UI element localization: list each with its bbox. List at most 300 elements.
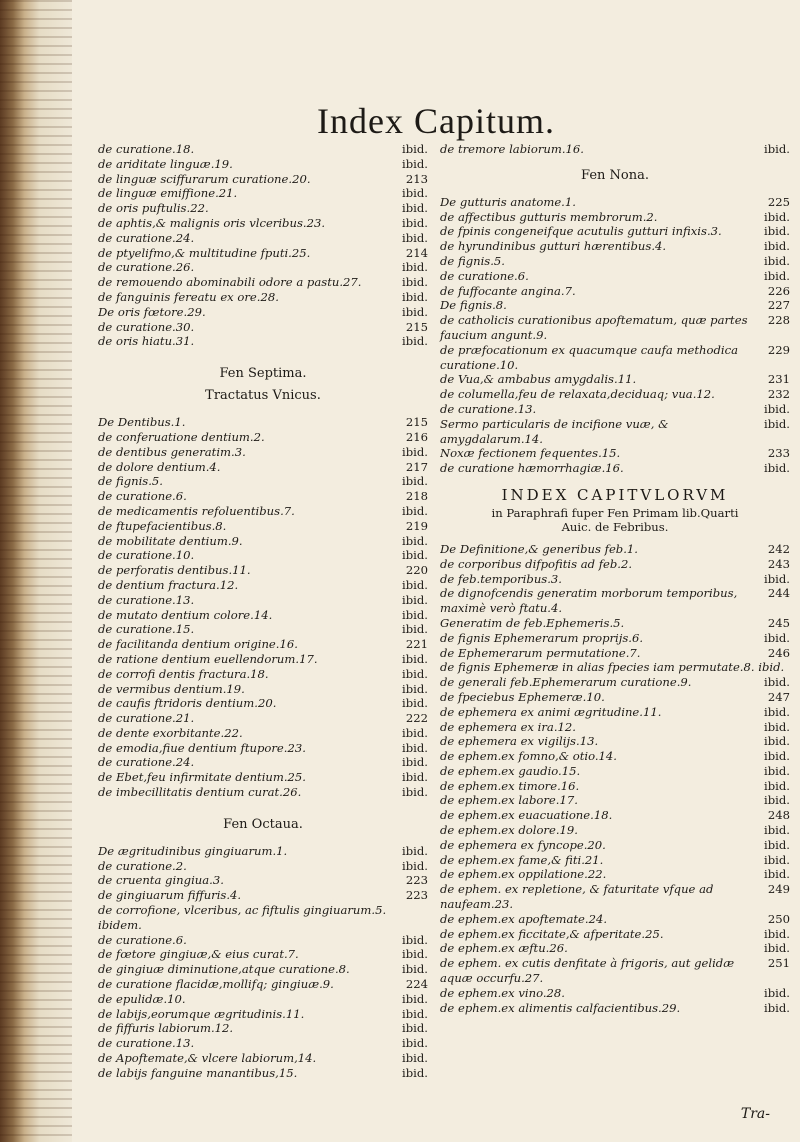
index-entry [98,415,428,430]
index-entry [98,548,428,563]
index-entry [98,534,428,549]
entry-text: de ephem.ex apoftemate.24. [440,911,608,926]
index-entry [98,741,428,756]
entry-text: de curatione.6. [98,932,187,947]
index-entry [440,808,790,823]
page-reference: 226 [767,283,790,298]
index-entry [98,489,428,504]
index-entry [98,290,428,305]
entry-text: de Apoftemate,& vlcere labiorum,14. [98,1051,317,1066]
entry-text: de tremore labiorum.16. [440,142,584,156]
entry-text: de perforatis dentibus.11. [98,563,251,578]
entry-text: de fpeciebus Ephemeræ.10. [440,689,605,704]
entry-text: de labijs fanguine manantibus,15. [98,1065,298,1080]
page-reference: ibid. [402,1036,428,1051]
page-reference: ibid. [402,666,428,681]
page-reference: ibid. [402,1006,428,1021]
page-reference: ibid. [402,186,428,201]
entry-text: de linguæ sciffurarum curatione.20. [98,171,311,186]
index-entry [440,764,790,779]
index-entry [98,844,428,859]
page-reference: ibid. [402,755,428,770]
index-entry [440,461,790,476]
entry-text: de fiffuris labiorum.12. [98,1021,234,1036]
page-reference: 216 [405,429,428,444]
index-entry [98,888,428,903]
index-entry [98,474,428,489]
page-reference: 245 [767,615,790,630]
spacer [98,800,428,814]
entry-text: de curatione.13. [98,1036,195,1051]
page-reference: ibid. [402,592,428,607]
entry-text: De gutturis anatome.1. [440,194,576,209]
index-entry [440,867,790,882]
index-entry [98,726,428,741]
page-reference: ibid. [764,416,790,431]
page-reference: ibid. [402,770,428,785]
index-entry [440,705,790,720]
entry-text: Noxæ fectionem fequentes.15. [440,446,621,461]
index-entry [98,637,428,652]
page-reference: 221 [405,637,428,652]
index-entry [440,616,790,631]
entry-text: de curatione.13. [98,592,195,607]
entry-text: de dente exorbitante.22. [98,725,243,740]
page-reference: ibid. [764,734,790,749]
page-reference: 243 [767,556,790,571]
index-entry [98,859,428,874]
section-subheading: in Paraphrafi fuper Fen Primam lib.Quarti [491,505,739,520]
entry-text: de curatione.18. [98,142,195,156]
index-entry [440,210,790,225]
spacer [440,187,790,195]
index-entry [440,402,790,417]
entry-text: de vermibus dentium.19. [98,681,245,696]
entry-text: de ephem. ex cutis denfitate à frigoris, aut gelidæ aquæ occurfu.27. [440,956,735,986]
spacer [440,476,790,484]
index-entry [440,927,790,942]
entry-text: de labijs,eorumque ægritudinis.11. [98,1006,305,1021]
index-entry [98,519,428,534]
page-reference: 250 [767,911,790,926]
index-entry [98,216,428,231]
index-entry [98,873,428,888]
page-reference: 222 [405,711,428,726]
index-entry [440,882,790,912]
entry-text: de ephem.ex æftu.26. [440,941,568,956]
entry-text: de mobilitate dentium.9. [98,533,243,548]
page-reference: 214 [405,245,428,260]
page-reference: 220 [405,563,428,578]
page-reference: ibid. [402,651,428,666]
page-reference: ibid. [764,571,790,586]
entry-text: de Vua,& ambabus amygdalis.11. [440,372,637,387]
entry-text: de ephem.ex euacuatione.18. [440,808,613,823]
index-entry [98,430,428,445]
entry-text: de ephemera ex animi ægritudine.11. [440,704,662,719]
entry-text: de curatione.26. [98,260,195,275]
page-reference: ibid. [764,793,790,808]
entry-text: de linguæ emiffione.21. [98,186,238,201]
page-reference: ibid. [402,858,428,873]
entry-text: de oris hiatu.31. [98,334,195,349]
entry-text: de curatione.10. [98,548,195,563]
index-entry [440,446,790,461]
entry-text: de epulidæ.10. [98,991,186,1006]
index-entry [98,947,428,962]
index-entry [98,1051,428,1066]
page-title: Index Capitum. [317,101,555,141]
entry-text: De Dentibus.1. [98,415,186,430]
index-entry [440,823,790,838]
page-reference: ibid. [402,201,428,216]
page-reference: ibid. [402,740,428,755]
page-reference: 217 [405,459,428,474]
index-entry [440,838,790,853]
page-reference: 215 [405,415,428,430]
index-entry [98,667,428,682]
index-entry [98,785,428,800]
entry-text: de aphtis,& malignis oris vlceribus.23. [98,215,326,230]
index-entry [98,460,428,475]
page-reference: ibid. [402,142,428,156]
page-reference: ibid. [402,503,428,518]
page-reference: ibid. [764,268,790,283]
page-reference: ibid. [764,867,790,882]
page-reference: 246 [767,645,790,660]
index-entry [98,1007,428,1022]
entry-text: de curatione.6. [440,268,529,283]
entry-text: de fignis Ephemerarum proprijs.6. [440,630,644,645]
right-column [440,142,790,1015]
page-reference: ibid. [402,785,428,800]
index-entry [98,231,428,246]
entry-text: de ephem.ex vino.28. [440,985,565,1000]
page-reference: 232 [767,387,790,402]
entry-text: de facilitanda dentium origine.16. [98,637,298,652]
entry-text: de dignofcendis generatim morborum temporibus, maximè verò ftatu.4. [440,586,738,616]
page-reference: ibid. [402,533,428,548]
entry-text: de curatione flacidæ,mollifq; gingiuæ.9. [98,977,334,992]
index-entry [98,622,428,637]
index-entry [98,696,428,711]
page-reference: ibid. [402,444,428,459]
entry-text: de ephem.ex fame,& fiti.21. [440,852,604,867]
index-entry [98,504,428,519]
page-reference: ibid. [402,947,428,962]
entry-text: de ephem.ex alimentis calfacientibus.29. [440,1000,681,1015]
page-reference: ibid. [402,696,428,711]
entry-text: de curatione hæmorrhagiæ.16. [440,461,624,476]
entry-text: de generali feb.Ephemerarum curatione.9. [440,675,692,690]
page-reference: ibid. [764,142,790,156]
index-entry [98,1021,428,1036]
page-reference: 215 [405,319,428,334]
page-reference: ibid. [402,260,428,275]
index-entry [440,734,790,749]
page-reference: 231 [767,372,790,387]
entry-text: de remouendo abominabili odore a pastu.27. [98,275,362,290]
index-entry [98,711,428,726]
page-reference: ibid. [764,837,790,852]
entry-text: de ephem.ex fomno,& otio.14. [440,749,617,764]
page-reference: 229 [767,342,790,357]
index-entry [440,586,790,616]
page-reference: ibid. [764,926,790,941]
index-entry [440,941,790,956]
entry-text: Generatim de feb.Ephemeris.5. [440,615,625,630]
index-page [72,0,800,1142]
spacer [440,534,790,542]
index-entry [98,275,428,290]
entry-text: de curatione.2. [98,858,187,873]
page-reference: ibid. [402,334,428,349]
page-reference: 242 [767,541,790,556]
entry-text: de Ephemerarum permutatione.7. [440,645,641,660]
entry-text: de emodia,fiue dentium ftupore.23. [98,740,306,755]
page-reference: 218 [405,489,428,504]
entry-text: de gingiuæ diminutione,atque curatione.8. [98,962,350,977]
page-reference: 213 [405,171,428,186]
index-entry [98,186,428,201]
index-entry [440,779,790,794]
index-entry [440,142,790,157]
index-entry [98,755,428,770]
page-reference: ibid. [764,719,790,734]
page-reference: ibid. [764,630,790,645]
page-reference: 223 [405,888,428,903]
page-reference: ibid. [764,749,790,764]
page-reference: 219 [405,518,428,533]
page-reference: ibid. [402,1021,428,1036]
entry-text: de fignis.5. [440,253,505,268]
page-reference: ibid. [402,1065,428,1080]
index-entry [440,313,790,343]
entry-text: de ephem.ex gaudio.15. [440,763,581,778]
page-reference: ibid. [402,962,428,977]
page-reference: 225 [767,194,790,209]
index-entry [440,284,790,299]
page-reference: ibid. [764,852,790,867]
entry-text: de caufis ftridoris dentium.20. [98,696,277,711]
index-entry [98,578,428,593]
index-entry [98,157,428,172]
entry-text: de dentibus generatim.3. [98,444,246,459]
entry-text: de curatione.13. [440,401,537,416]
entry-text: de curatione.24. [98,755,195,770]
index-entry [440,853,790,868]
spacer [98,407,428,415]
entry-text: de corrofione, vlceribus, ac fiftulis gingiuarum.5. ibidem. [98,903,387,932]
page-reference: 251 [767,956,790,971]
index-entry [98,1066,428,1081]
page-reference: 228 [767,313,790,328]
index-entry [440,572,790,587]
entry-text: de mutato dentium colore.14. [98,607,273,622]
entry-text: Sermo particularis de incifione vuæ, & amygdalarum.14. [440,416,669,446]
entry-text: de ephem.ex ficcitate,& afperitate.25. [440,926,664,941]
page-reference: 244 [767,586,790,601]
page-reference: ibid. [402,1051,428,1066]
index-entry [440,224,790,239]
page-reference: ibid. [764,763,790,778]
page-reference: ibid. [402,304,428,319]
entry-text: de corrofi dentis fractura.18. [98,666,269,681]
index-entry [440,417,790,447]
entry-text: de imbecillitatis dentium curat.26. [98,785,302,800]
index-entry [98,652,428,667]
book-binding [0,0,72,1142]
entry-text: De fignis.8. [440,298,507,313]
entry-text: de cruenta gingiua.3. [98,873,224,888]
entry-text: de catholicis curationibus apoftematum, quæ partes faucium angunt.9. [440,313,748,342]
index-entry [440,195,790,210]
entry-text: de ephemera ex fyncope.20. [440,837,606,852]
section-heading: Fen Nona. [581,167,649,183]
page-reference: ibid. [764,675,790,690]
entry-text: de ephem. ex repletione, & faturitate vfque ad naufeam.23. [440,882,714,912]
entry-text: De ægritudinibus gingiuarum.1. [98,843,288,858]
entry-text: de fœtore gingiuæ,& eius curat.7. [98,947,299,962]
page-reference: ibid. [402,843,428,858]
index-entry [440,749,790,764]
entry-text: de fignis.5. [98,474,163,489]
entry-text: de conferuatione dentium.2. [98,429,265,444]
entry-text: de curatione.30. [98,319,195,334]
page-reference: 249 [767,882,790,897]
index-entry [440,542,790,557]
page-reference: 227 [767,298,790,313]
entry-text: de ptyelifmo,& multitudine fputi.25. [98,245,311,260]
page-reference: ibid. [764,778,790,793]
entry-text: de curatione.21. [98,711,195,726]
entry-text: de ephem.ex labore.17. [440,793,578,808]
entry-text: de ftupefacientibus.8. [98,518,227,533]
entry-text: de præfocationum ex quacumque caufa methodica curatione.10. [440,342,738,372]
page-reference: ibid. [764,1000,790,1015]
entry-text: de affectibus gutturis membrorum.2. [440,209,658,224]
index-entry [98,320,428,335]
entry-text: de ephemera ex ira.12. [440,719,576,734]
page-reference: ibid. [402,215,428,230]
spacer [98,836,428,844]
index-entry [98,992,428,1007]
index-entry [98,593,428,608]
page-reference: ibid. [764,985,790,1000]
entry-text: de ephemera ex vigilijs.13. [440,734,599,749]
index-entry [440,269,790,284]
spacer [98,349,428,363]
page-reference: ibid. [764,823,790,838]
index-entry [98,260,428,275]
spacer [440,157,790,165]
index-entry [440,956,790,986]
left-column [98,142,428,1081]
section-heading: Fen Septima. [219,366,307,382]
entry-text: de hyrundinibus gutturi hærentibus.4. [440,239,667,254]
entry-text: de curatione.6. [98,489,187,504]
index-entry [440,912,790,927]
section-subheading: Auic. de Febribus. [561,519,669,534]
index-entry [440,986,790,1001]
entry-text: de fignis Ephemeræ in alias fpecies iam permutate.8. ibid. [440,660,785,675]
index-entry [440,793,790,808]
section-heading: INDEX CAPITVLORVM [501,485,729,504]
index-entry [440,254,790,269]
index-entry [98,977,428,992]
entry-text: De oris fœtore.29. [98,304,206,319]
entry-text: De Definitione,& generibus feb.1. [440,541,638,556]
entry-text: de medicamentis refoluentibus.7. [98,503,295,518]
entry-text: de ratione dentium euellendorum.17. [98,651,318,666]
index-entry [98,334,428,349]
page-reference: ibid. [402,622,428,637]
catchword: Tra- [740,1106,770,1122]
page-reference: ibid. [764,209,790,224]
entry-text: de ephem.ex dolore.19. [440,823,578,838]
page-reference: 223 [405,873,428,888]
page-reference: 233 [767,446,790,461]
entry-text: de dolore dentium.4. [98,459,221,474]
index-entry [440,631,790,646]
page-reference: ibid. [402,156,428,171]
index-entry [98,682,428,697]
index-entry [440,646,790,661]
index-entry [440,239,790,254]
entry-text: de ariditate linguæ.19. [98,156,233,171]
index-entry [98,445,428,460]
page-reference: ibid. [764,239,790,254]
entry-text: de ephem.ex timore.16. [440,778,580,793]
entry-text: de fanguinis fereatu ex ore.28. [98,289,279,304]
page-reference: ibid. [402,932,428,947]
page-reference: ibid. [402,681,428,696]
entry-text: de gingiuarum fiffuris.4. [98,888,242,903]
entry-text: de fpinis congeneifque acutulis gutturi infixis.3. [440,224,722,239]
page-reference: ibid. [764,401,790,416]
index-entry [98,142,428,157]
index-entry [98,246,428,261]
page-reference: ibid. [402,275,428,290]
index-entry [98,1036,428,1051]
entry-text: de ephem.ex oppilatione.22. [440,867,607,882]
index-entry [98,903,428,933]
index-entry [440,660,790,675]
page-reference: ibid. [402,474,428,489]
index-entry [98,563,428,578]
entry-text: de feb.temporibus.3. [440,571,562,586]
page-reference: 247 [767,689,790,704]
page-reference: 224 [405,977,428,992]
index-entry [98,172,428,187]
page-reference: ibid. [402,548,428,563]
page-reference: ibid. [764,941,790,956]
page-reference: 248 [767,808,790,823]
index-entry [98,201,428,216]
entry-text: de curatione.24. [98,230,195,245]
entry-text: de Ebet,feu infirmitate dentium.25. [98,770,306,785]
page-reference: ibid. [764,224,790,239]
index-entry [98,608,428,623]
entry-text: de columella,feu de relaxata,deciduaq; vua.12. [440,387,715,402]
entry-text: de corporibus difpofitis ad feb.2. [440,556,633,571]
index-entry [440,298,790,313]
index-entry [440,675,790,690]
index-entry [440,372,790,387]
entry-text: de fuffocante angina.7. [440,283,576,298]
entry-text: de curatione.15. [98,622,195,637]
entry-text: de dentium fractura.12. [98,577,239,592]
